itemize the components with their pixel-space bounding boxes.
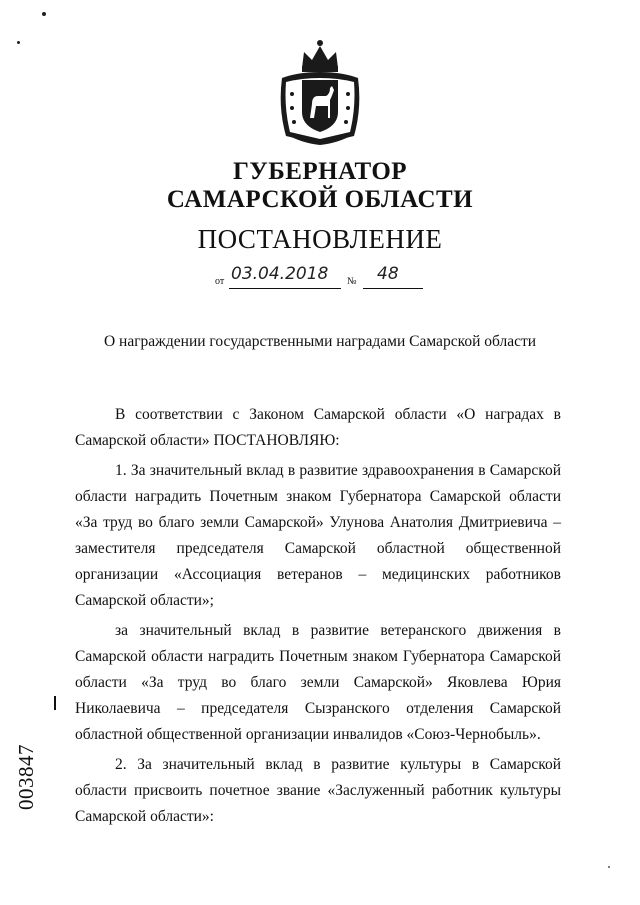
number-underline — [363, 288, 423, 289]
body-paragraph: В соответствии с Законом Самарской области «О наградах в Самарской области» ПОСТАНОВЛЯЮ: — [75, 406, 561, 449]
document-body — [75, 402, 561, 834]
document-type-heading: ПОСТАНОВЛЕНИЕ — [197, 224, 443, 254]
scan-dot — [42, 12, 46, 16]
body-paragraph: 1. За значительный вклад в развитие здравоохранения в Самарской области наградить Почетным знаком Губернатора Самарской области «За труд во благо земли Самарской» Улунова Анатолия Дмитриевича – заместителя председателя Самарской областной общественной организации «Ассоциация ветеранов – медицинских работников Самарской области»; — [75, 462, 561, 609]
margin-mark — [54, 696, 56, 710]
scan-dot — [608, 866, 610, 868]
handwritten-date: 03.04.2018 — [231, 264, 329, 284]
document-subject: О награждении государственными наградами Самарской области — [103, 333, 537, 350]
scan-dot — [17, 41, 20, 44]
authority-title-line1: ГУБЕРНАТОР — [232, 158, 408, 185]
number-label: № — [347, 276, 357, 287]
authority-title-line2: САМАРСКОЙ ОБЛАСТИ — [166, 186, 474, 213]
date-label: от — [215, 276, 225, 287]
date-number-line — [215, 264, 445, 290]
handwritten-number: 48 — [377, 264, 399, 284]
coat-of-arms-emblem — [272, 38, 368, 148]
body-paragraph: за значительный вклад в развитие ветеранского движения в Самарской области наградить Почетным знаком Губернатора Самарской области «За труд во благо земли Самарской» Яковлева Юрия Николаевича – председателя Сызранского отделения Самарской областной общественной организации инвалидов «Союз-Чернобыль». — [75, 622, 561, 743]
serial-number: 003847 — [14, 744, 38, 810]
body-paragraph: 2. За значительный вклад в развитие культуры в Самарской области присвоить почетное звание «Заслуженный работник культуры Самарской области»: — [75, 756, 561, 825]
date-underline — [229, 288, 341, 289]
